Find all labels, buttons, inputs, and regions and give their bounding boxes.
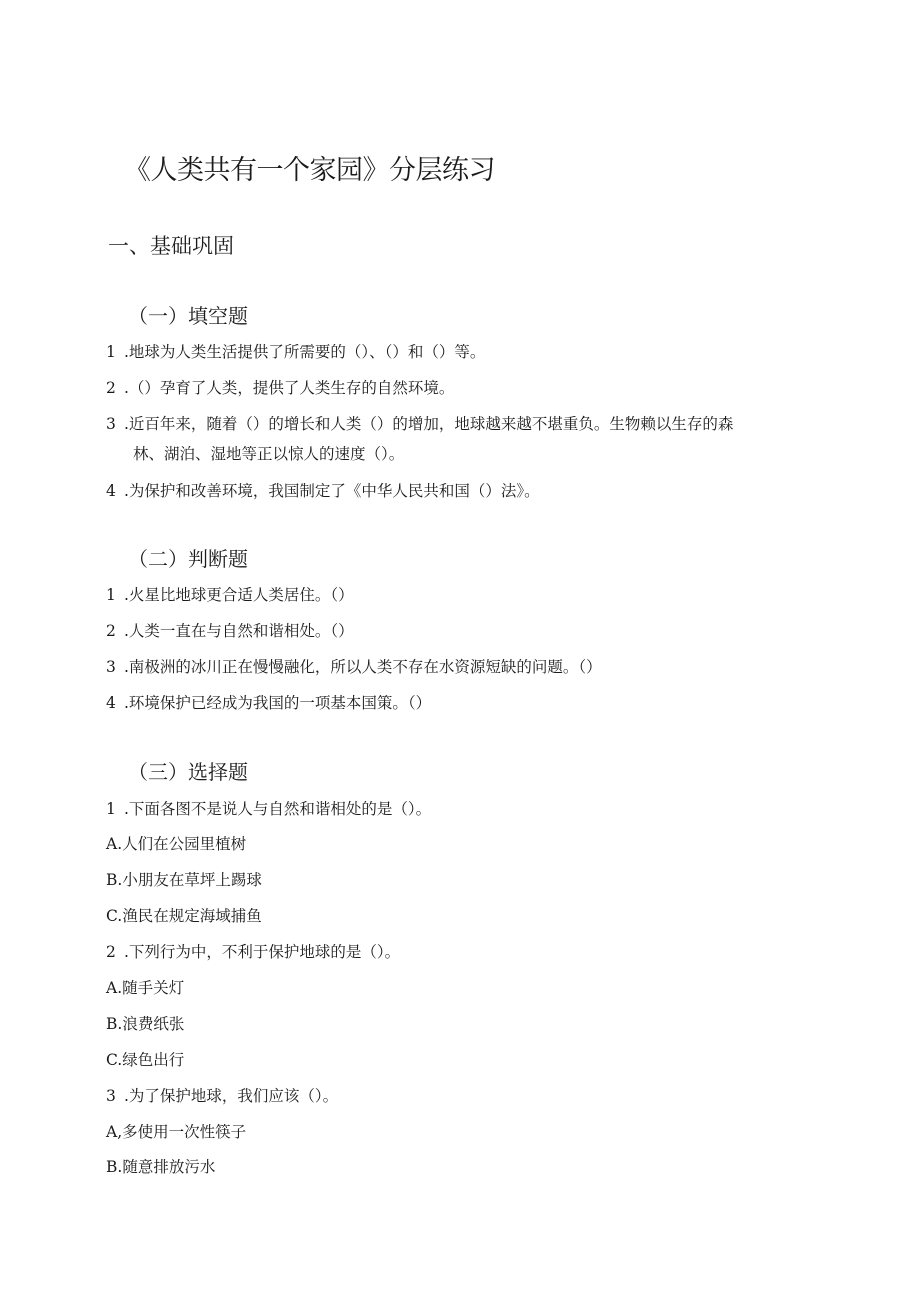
section-heading-judge: （二）判断题 — [128, 547, 248, 571]
question-number: 2 — [106, 622, 116, 640]
judge-question-3 — [106, 652, 602, 683]
question-text: .地球为人类生活提供了所需要的（）、（）和（）等。 — [124, 343, 486, 361]
section-heading-fill: （一）填空题 — [128, 304, 248, 328]
choice-question-1 — [106, 794, 431, 825]
choice-option: C.绿色出行 — [106, 1051, 185, 1069]
question-text: .下面各图不是说人与自然和谐相处的是（）。 — [124, 800, 432, 818]
choice-option: B.小朋友在草坪上踢球 — [106, 871, 262, 889]
part-heading-basic: 一、基础巩固 — [108, 234, 234, 258]
page-title: 《人类共有一个家园》分层练习 — [124, 155, 495, 186]
question-number: 4 — [106, 694, 116, 712]
fill-question-3-continued — [106, 439, 404, 470]
question-number: 2 — [106, 943, 116, 961]
fill-question-4 — [106, 476, 540, 507]
question-number: 2 — [106, 379, 116, 397]
question-number: 3 — [106, 415, 116, 433]
fill-question-1 — [106, 337, 485, 368]
judge-question-4 — [106, 688, 431, 719]
question-text: .为了保护地球，我们应该（）。 — [124, 1087, 339, 1105]
choice-option: A.随手关灯 — [106, 979, 185, 997]
choice-question-2 — [106, 937, 400, 968]
judge-question-2 — [106, 616, 354, 647]
question-text: .环境保护已经成为我国的一项基本国策。（） — [124, 694, 432, 712]
choice-option: B.浪费纸张 — [106, 1015, 185, 1033]
fill-question-3 — [106, 409, 733, 440]
question-text: .近百年来，随着（）的增长和人类（）的增加，地球越来越不堪重负。生物赖以生存的森 — [124, 415, 734, 433]
section-heading-choice: （三）选择题 — [128, 760, 248, 784]
choice-option: B.随意排放污水 — [106, 1158, 216, 1176]
question-text: .为保护和改善环境，我国制定了《中华人民共和国（）法》。 — [124, 482, 540, 500]
question-text: .（）孕育了人类，提供了人类生存的自然环境。 — [124, 379, 455, 397]
choice-option: A.人们在公园里植树 — [106, 835, 247, 853]
question-text: .南极洲的冰川正在慢慢融化，所以人类不存在水资源短缺的问题。（） — [124, 658, 602, 676]
choice-question-3 — [106, 1081, 338, 1112]
choice-option: A,多使用一次性筷子 — [106, 1123, 247, 1141]
question-number: 4 — [106, 482, 116, 500]
question-text-continued: 林、湖泊、湿地等正以惊人的速度（）。 — [133, 445, 405, 463]
question-number: 1 — [106, 800, 116, 818]
question-number: 1 — [106, 343, 116, 361]
judge-question-1 — [106, 580, 354, 611]
question-text: .人类一直在与自然和谐相处。（） — [124, 622, 354, 640]
choice-option: C.渔民在规定海域捕鱼 — [106, 907, 262, 925]
fill-question-2 — [106, 373, 454, 404]
question-number: 3 — [106, 658, 116, 676]
question-text: .火星比地球更合适人类居住。（） — [124, 586, 354, 604]
question-number: 3 — [106, 1087, 116, 1105]
question-text: .下列行为中，不利于保护地球的是（）。 — [124, 943, 401, 961]
question-number: 1 — [106, 586, 116, 604]
